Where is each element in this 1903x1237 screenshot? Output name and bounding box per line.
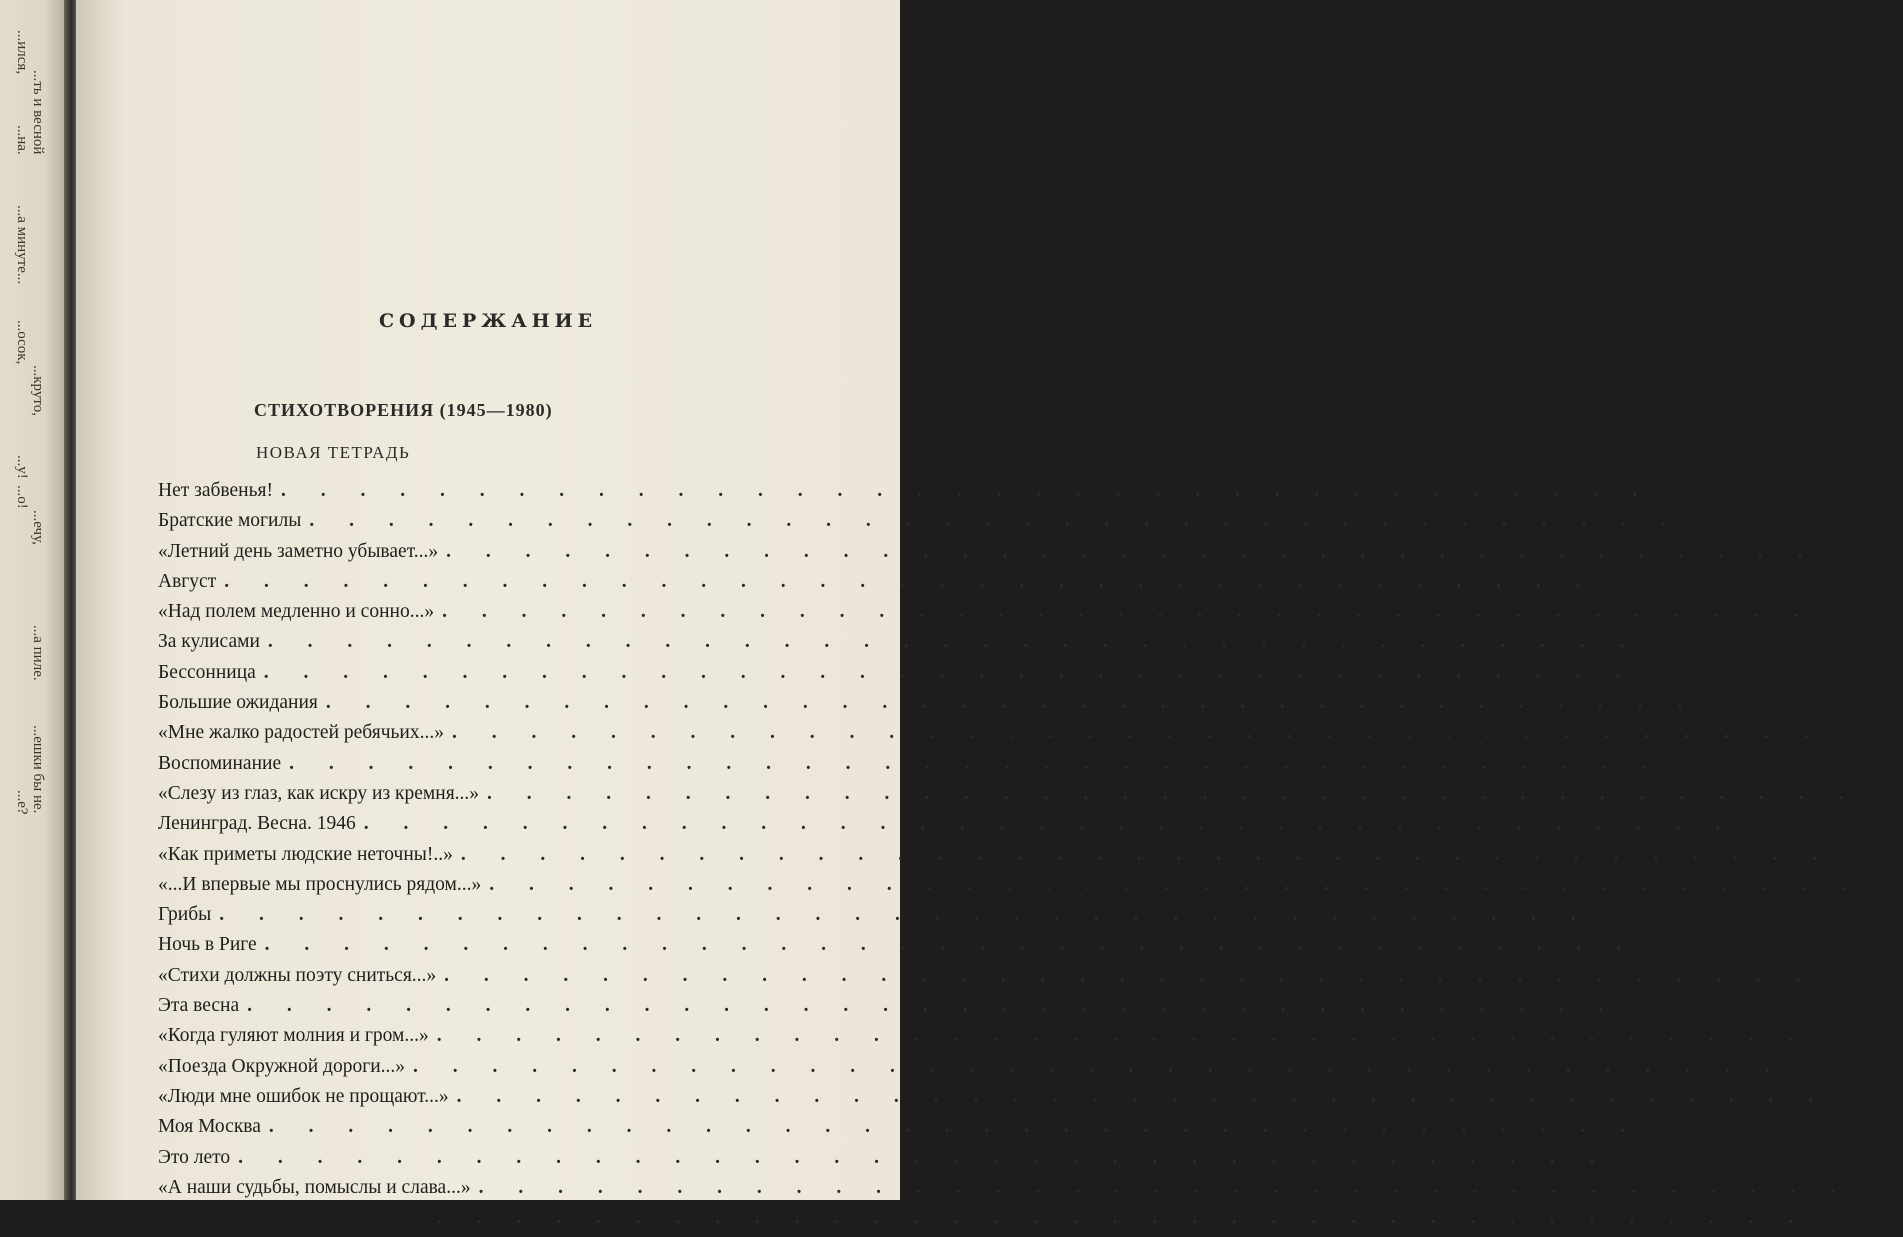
toc-entry-title: Братские могилы — [158, 510, 302, 532]
toc-entry-page: 39 — [1830, 1207, 1851, 1229]
toc-entry — [158, 601, 1856, 631]
toc-leader-dots — [442, 601, 1813, 623]
toc-entry — [158, 722, 1866, 752]
toc-entry-title: «...И впервые мы проснулись рядом...» — [158, 873, 482, 895]
left-page-fragment: ...ть и весной — [30, 70, 46, 155]
toc-leader-dots — [413, 1056, 1784, 1078]
toc-entry-title: «Летний день заметно убывает...» — [158, 540, 439, 562]
toc-entry-page: 13 — [1835, 601, 1856, 623]
toc-leader-dots — [479, 1177, 1850, 1199]
toc-entry-page: 10 — [1840, 540, 1860, 562]
toc-entry-page: 30 — [1838, 964, 1858, 986]
toc-entry-page: 32 — [1830, 1025, 1851, 1047]
left-page-fragment: ...а пиле. — [30, 625, 46, 681]
toc-entry — [158, 1055, 1827, 1086]
left-page-fragment: ...ешки бы не. — [30, 725, 46, 814]
subsection-title: НОВАЯ ТЕТРАДЬ — [256, 443, 411, 462]
toc-leader-dots — [326, 692, 1697, 714]
toc-entry-title: «Над полем медленно и сонно...» — [158, 601, 435, 623]
toc-leader-dots — [457, 1086, 1828, 1108]
toc-entry-title: «Когда гуляют молния и гром...» — [158, 1025, 429, 1047]
toc-entry-page: 23 — [1757, 813, 1778, 835]
toc-entry-title: Ленинград. Весна. 1946 — [158, 813, 356, 835]
toc-leader-dots — [281, 480, 1652, 502]
toc-entry-title: Ночь в Риге — [158, 934, 257, 956]
left-page-fragment: ...у! — [14, 455, 30, 479]
toc-entry-title: Грибы — [158, 904, 212, 926]
toc-entry-page: 14 — [1661, 631, 1682, 653]
left-page-edge — [0, 0, 64, 1200]
toc-leader-dots — [489, 874, 1860, 896]
toc-entry-page: 24 — [1854, 843, 1875, 865]
toc-entry-page: 26 — [1613, 904, 1633, 926]
toc-entry-page: 11 — [1618, 570, 1638, 592]
toc-entry-page: 25 — [1883, 873, 1903, 895]
toc-entry — [158, 510, 1723, 540]
toc-entry-page: 7 — [1684, 480, 1695, 501]
toc-entry-page: 35 — [1662, 1116, 1683, 1138]
toc-entry — [158, 1146, 1652, 1177]
toc-entry — [158, 904, 1633, 934]
toc-entry-page: 17 — [1719, 692, 1740, 714]
toc-leader-dots — [444, 965, 1815, 987]
toc-entry-title: Бессонница — [158, 661, 256, 683]
toc-leader-dots — [289, 753, 1660, 775]
contents-heading: СОДЕРЖАНИЕ — [378, 310, 598, 332]
toc-entry — [158, 570, 1638, 601]
toc-entry — [158, 752, 1703, 783]
section-title: СТИХОТВОРЕНИЯ (1945—1980) — [254, 400, 553, 420]
toc-entry-page: 20 — [1682, 752, 1703, 774]
toc-leader-dots — [487, 783, 1858, 805]
toc-entry — [158, 692, 1740, 722]
toc-leader-dots — [437, 1025, 1808, 1047]
toc-entry-title: За кулисами — [158, 631, 260, 653]
left-page-fragment: ...ился, — [14, 30, 30, 75]
toc-leader-dots — [269, 1116, 1640, 1138]
toc-entry-title: Август — [158, 570, 217, 592]
toc-entry — [158, 1207, 1851, 1237]
toc-entry-title: «Поезда Окружной дороги...» — [158, 1055, 406, 1077]
toc-entry-page: 31 — [1641, 995, 1661, 1017]
toc-entry — [158, 480, 1695, 510]
toc-entry — [158, 934, 1679, 964]
toc-entry-title: Воспоминание — [158, 752, 282, 774]
toc-leader-dots — [238, 1147, 1609, 1169]
toc-leader-dots — [446, 541, 1817, 563]
toc-entry-page: 36 — [1632, 1146, 1652, 1168]
toc-entry-page: 28 — [1658, 934, 1679, 956]
toc-entry-title: Большие ожидания — [158, 692, 318, 714]
toc-entry-page: 22 — [1880, 782, 1901, 804]
toc-entry-page: 19 — [1845, 722, 1866, 744]
toc-leader-dots — [264, 662, 1635, 684]
toc-entry-title: Нет забвенья! — [158, 480, 273, 501]
toc-entry-title: «А наши судьбы, помыслы и слава...» — [158, 1176, 471, 1198]
toc-entry-page: 15 — [1657, 661, 1678, 683]
toc-leader-dots — [265, 934, 1636, 956]
toc-leader-dots — [452, 722, 1823, 744]
toc-entry — [158, 661, 1678, 692]
toc-entry — [158, 813, 1778, 843]
toc-entry — [158, 964, 1858, 995]
toc-entry — [158, 1085, 1870, 1116]
toc-entry-page: 9 — [1712, 510, 1723, 532]
left-page-fragment: ...е? — [14, 790, 30, 815]
toc-entry — [158, 540, 1860, 571]
toc-entry-title: «Как приметы людские неточны!..» — [158, 843, 453, 865]
toc-entry — [158, 782, 1901, 813]
toc-entry-title: «Стрелковый полк, едва из боя... — [158, 1207, 429, 1229]
toc-leader-dots — [437, 1207, 1808, 1229]
toc-entry — [158, 1176, 1892, 1207]
toc-leader-dots — [224, 571, 1595, 593]
toc-entry-title: «Люди мне ошибок не прощают...» — [158, 1085, 449, 1107]
toc-leader-dots — [461, 844, 1832, 866]
contents-page — [76, 0, 1903, 1229]
toc-entry-page: 38 — [1872, 1176, 1892, 1198]
toc-entry — [158, 995, 1661, 1025]
toc-entry-title: «Стихи должны поэту сниться...» — [158, 964, 437, 986]
toc-entry — [158, 631, 1682, 661]
toc-leader-dots — [309, 510, 1680, 532]
toc-entry — [158, 843, 1875, 874]
toc-entry — [158, 873, 1903, 904]
left-page-fragment: ...круто, — [30, 365, 46, 416]
left-page-fragment: ...на. — [14, 125, 30, 155]
left-page-fragment: ...о! — [14, 485, 30, 509]
toc-leader-dots — [364, 813, 1735, 835]
toc-leader-dots — [247, 995, 1618, 1017]
toc-entry-page: 34 — [1850, 1085, 1870, 1107]
left-page-fragment: ...а минуте... — [14, 205, 30, 285]
left-page-fragment: ...осок, — [14, 320, 30, 365]
toc-entry-title: Это лето — [158, 1146, 231, 1168]
left-page-fragment: ...ечу, — [30, 510, 46, 545]
toc-leader-dots — [219, 904, 1590, 926]
book-gutter — [64, 0, 76, 1200]
toc-entry-page: 33 — [1806, 1055, 1827, 1077]
toc-entry-title: «Мне жалко радостей ребячьих...» — [158, 722, 444, 744]
toc-entry — [158, 1116, 1683, 1146]
toc-entry-title: «Слезу из глаз, как искру из кремня...» — [158, 782, 480, 804]
toc-entry-title: Эта весна — [158, 995, 240, 1017]
table-of-contents — [158, 480, 1903, 1237]
toc-entry-title: Моя Москва — [158, 1116, 261, 1138]
toc-entry — [158, 1025, 1851, 1055]
toc-leader-dots — [268, 631, 1639, 653]
